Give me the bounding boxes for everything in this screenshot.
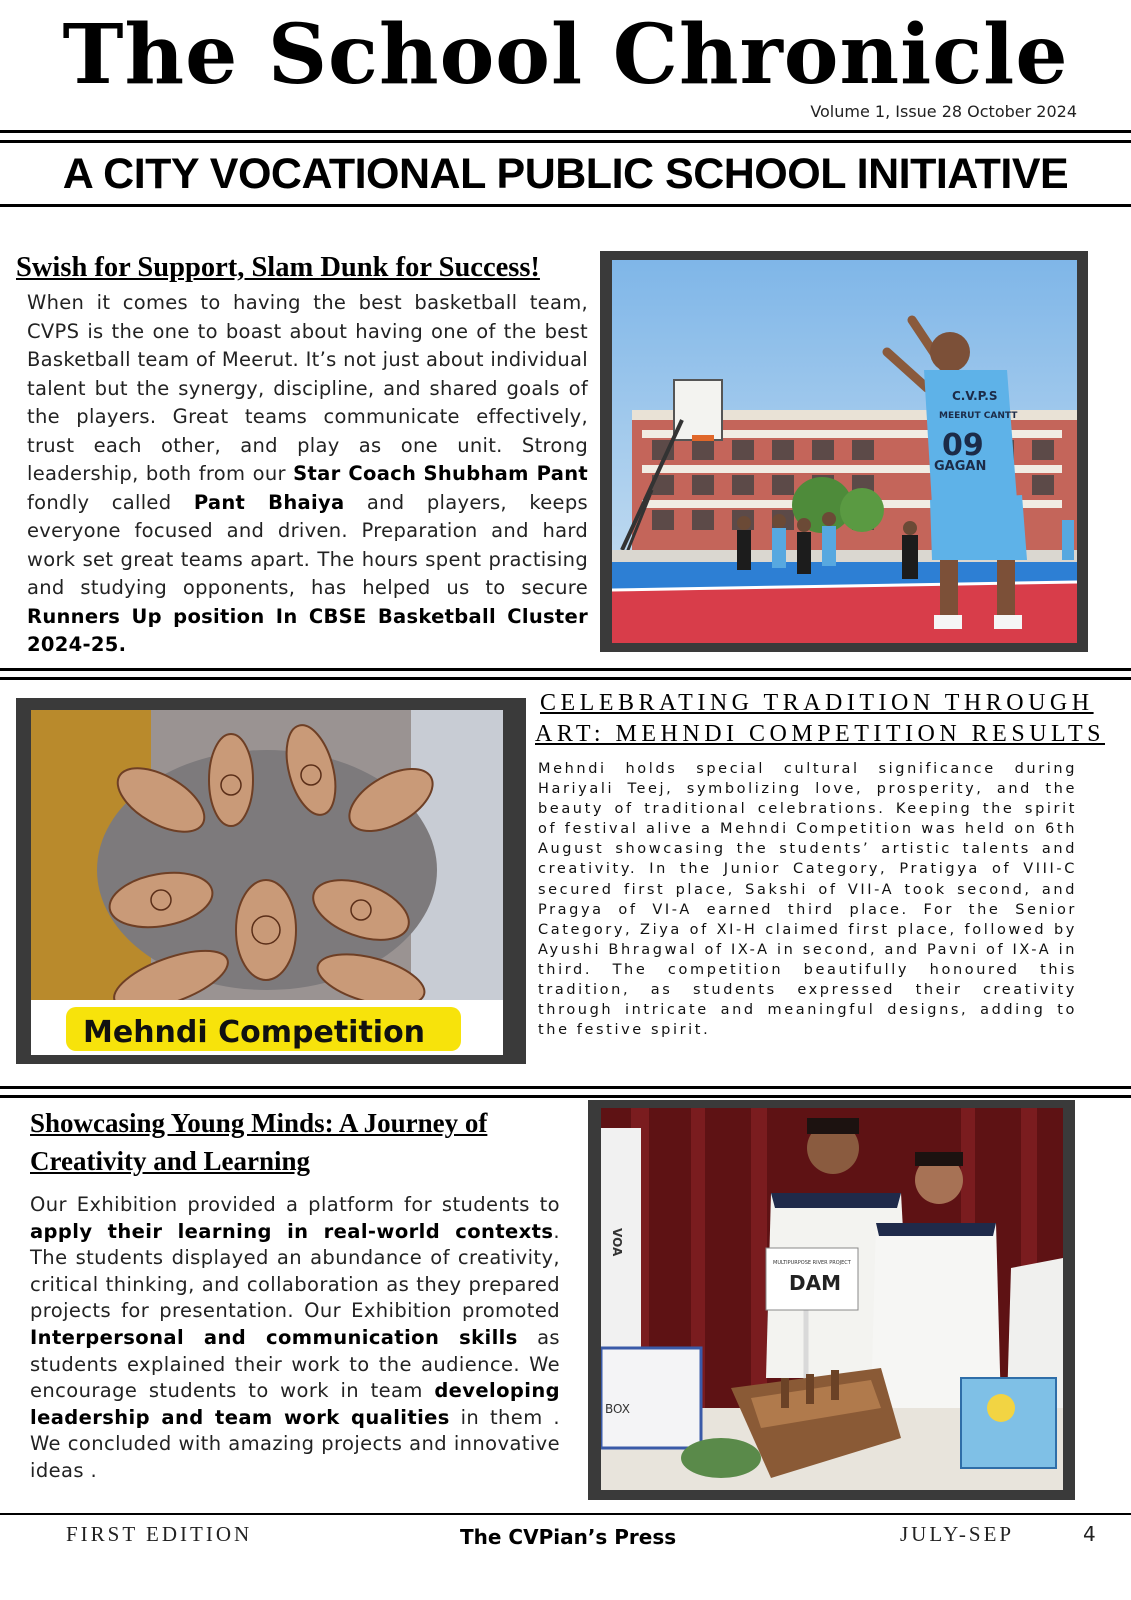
rule-top-2 bbox=[0, 140, 1131, 143]
rule-top-1 bbox=[0, 130, 1131, 133]
issue-line: Volume 1, Issue 28 October 2024 bbox=[810, 102, 1077, 121]
jersey-top-text: C.V.P.S bbox=[952, 389, 998, 403]
rule-footer bbox=[0, 1513, 1131, 1515]
exhibition-scene bbox=[601, 1108, 1063, 1490]
jersey-name: GAGAN bbox=[934, 459, 987, 474]
rule-article1 bbox=[0, 668, 1131, 671]
sign-big-text: DAM bbox=[789, 1271, 841, 1295]
article1-body: When it comes to having the best basketball team, CVPS is the one to boast about having one of the best Basketball team of Meerut. It’s not just about individual talent but the synergy, discipline, and shared goals of the players. Great teams communicate effectively, trust each other, and play as one unit. Strong leadership, both from our Star Coach Shubham Pant fondly called Pant Bhaiya and players, keeps everyone focused and driven. Preparation and hard work set great teams apart. The hours spent practising and studying opponents, has helped us to secure Runners Up position In CBSE Basketball Cluster 2024-25. bbox=[27, 291, 588, 656]
footer-press: The CVPian’s Press bbox=[460, 1525, 677, 1549]
rule-article2 bbox=[0, 1086, 1131, 1089]
exhibition-photo bbox=[601, 1108, 1063, 1490]
mehndi-scene bbox=[31, 710, 503, 1055]
article1-headline: Swish for Support, Slam Dunk for Success! bbox=[16, 252, 540, 283]
school-subhead: A CITY VOCATIONAL PUBLIC SCHOOL INITIATIVE bbox=[62, 150, 1069, 198]
sign-small-text: MULTIPURPOSE RIVER PROJECT bbox=[773, 1260, 851, 1266]
footer-period: JULY-SEP bbox=[900, 1522, 1015, 1546]
box-label: BOX bbox=[605, 1402, 630, 1416]
mehndi-caption: Mehndi Competition bbox=[83, 1015, 426, 1050]
article3-body: Our Exhibition provided a platform for students to apply their learning in real-world contexts. The students displayed an abundance of creativity, critical thinking, and collaboration as they prepared projects for presentation. Our Exhibition promoted Interpersonal and communication skills as students explained their work to the audience. We encourage students to work in team developing leadership and team work qualities in them . We concluded with amazing projects and innovative ideas . bbox=[30, 1193, 560, 1482]
jersey-mid-text: MEERUT CANTT bbox=[939, 411, 1018, 421]
rule-article2b bbox=[0, 1095, 1131, 1098]
article2-headline-line1: CELEBRATING TRADITION THROUGH bbox=[540, 690, 1094, 716]
mehndi-photo bbox=[31, 710, 503, 1055]
masthead-title: The School Chronicle bbox=[62, 7, 1069, 103]
rule-subhead bbox=[0, 204, 1131, 207]
article3-headline-line2: Creativity and Learning bbox=[30, 1146, 311, 1176]
basketball-scene bbox=[612, 260, 1077, 643]
article2-headline-line2: ART: MEHNDI COMPETITION RESULTS bbox=[535, 721, 1105, 747]
rule-article1b bbox=[0, 677, 1131, 680]
page-number: 4 bbox=[1083, 1522, 1096, 1546]
article3-headline-line1: Showcasing Young Minds: A Journey of bbox=[30, 1108, 488, 1138]
article2-body: Mehndi holds special cultural significance during Hariyali Teej, symbolizing love, prosperity, and the beauty of traditional celebrations. Keeping the spirit of festival alive a Mehndi Competition was held on 6th August showcasing the students’ artistic talents and creativity. In the Junior Category, Pratigya of VIII-C secured first place, Sakshi of VII-A took second, and Pragya of VI-A earned third place. For the Senior Category, Ziya of XI-H claimed first place, followed by Ayushi Bhragwal of IX-A in second, and Pavni of IX-A in third. The competition beautifully honoured this tradition, as students expressed their creativity through intricate and meaningful designs, adding to the festive spirit. bbox=[538, 761, 1077, 1039]
jersey-number: 09 bbox=[942, 428, 984, 463]
basketball-photo bbox=[612, 260, 1077, 643]
footer-edition: FIRST EDITION bbox=[66, 1522, 253, 1546]
side-label: VOA bbox=[610, 1228, 624, 1257]
